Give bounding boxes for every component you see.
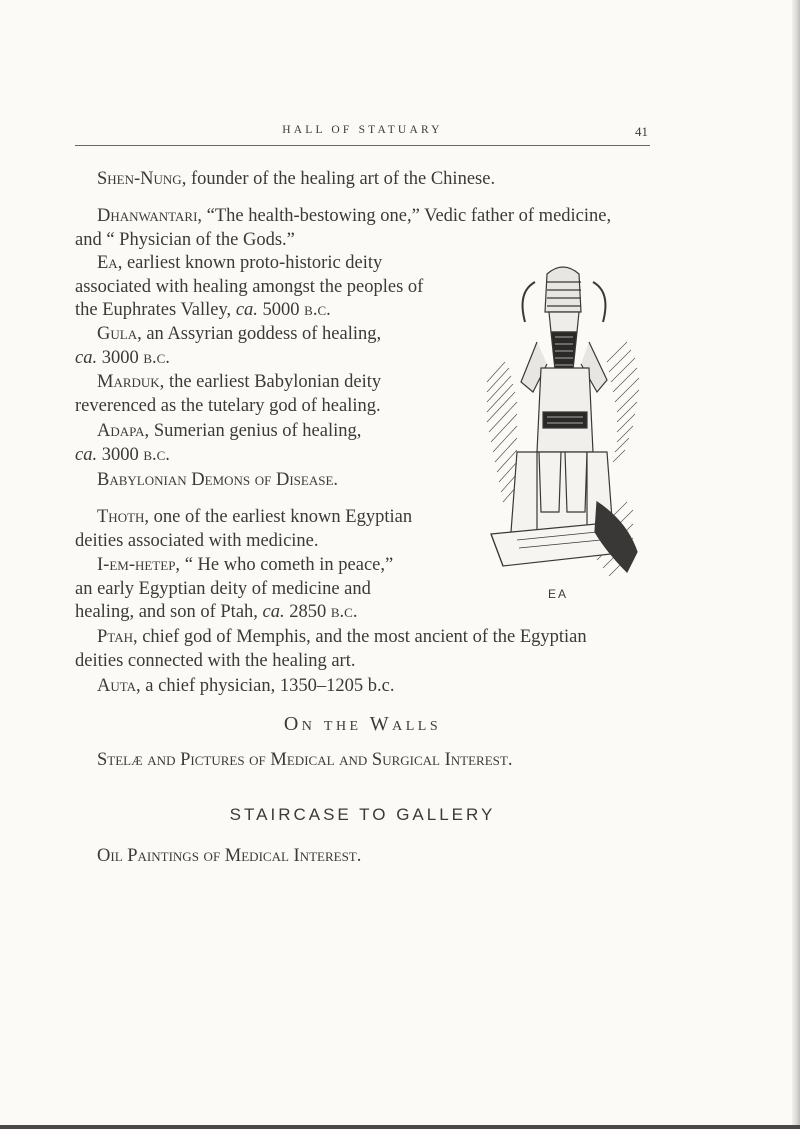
- section-heading-walls: On the Walls: [283, 713, 442, 735]
- entry-gula: Gula, an Assyrian goddess of healing, ca. 3000 b.c.: [75, 324, 382, 368]
- figure-caption: EA: [548, 587, 569, 601]
- entry-shen-nung: [75, 168, 672, 192]
- entry-name: Ea,: [97, 253, 123, 273]
- entry-thoth: Thoth, one of the earliest known Egyptian deities associated with medicine.: [75, 507, 413, 551]
- entry-name: Marduk,: [97, 372, 165, 392]
- entry-auta: Auta, a chief physician, 1350–1205 b.c.: [97, 676, 395, 696]
- entry-adapa: Adapa, Sumerian genius of healing, ca. 3000 b.c.: [75, 421, 362, 465]
- section-line-walls: Stelæ and Pictures of Medical and Surgical Interest.: [97, 750, 513, 770]
- entry-ea: Ea, earliest known proto-historic deity associated with healing amongst the peoples of the Euphrates Valley, ca. 5000 b.c.: [75, 253, 424, 320]
- section-line-staircase: Oil Paintings of Medical Interest.: [97, 846, 362, 866]
- entry-name: Dhanwantari,: [97, 206, 203, 226]
- entry-name: Adapa,: [97, 421, 150, 441]
- entry-name: I-em-hetep,: [97, 555, 181, 575]
- page-edge-bottom: [0, 1125, 800, 1129]
- entry-name: Gula,: [97, 324, 142, 344]
- running-head: HALL OF STATUARY: [282, 124, 443, 136]
- entry-text: “The health-bestowing one,” Vedic father of medicine,: [202, 206, 612, 226]
- entry-name: Ptah,: [97, 627, 138, 647]
- entry-name: Shen-Nung,: [97, 169, 187, 189]
- entry-text: founder of the healing art of the Chinese.: [186, 169, 496, 189]
- entry-text-cont: and “ Physician of the Gods.”: [75, 229, 295, 250]
- page-edge-right: [792, 0, 800, 1129]
- section-heading-staircase: STAIRCASE TO GALLERY: [229, 805, 496, 824]
- page-header: [75, 124, 650, 148]
- ea-statue-illustration: [477, 252, 647, 597]
- entry-dhanwantari: [75, 205, 650, 252]
- entry-name: Babylonian Demons of Disease.: [97, 470, 339, 490]
- header-rule: [75, 145, 650, 146]
- entry-name: Thoth,: [97, 507, 150, 527]
- entry-marduk: Marduk, the earliest Babylonian deity reverenced as the tutelary god of healing.: [75, 372, 382, 416]
- entry-babylonian-demons: [75, 469, 445, 493]
- entry-i-em-hetep: I-em-hetep, “ He who cometh in peace,” an early Egyptian deity of medicine and healing, and son of Ptah, ca. 2850 b.c.: [75, 555, 394, 622]
- page-number: 41: [635, 124, 648, 139]
- entry-ptah: Ptah, chief god of Memphis, and the most ancient of the Egyptian deities connected with the healing art.: [75, 627, 587, 671]
- entry-name: Auta,: [97, 676, 141, 696]
